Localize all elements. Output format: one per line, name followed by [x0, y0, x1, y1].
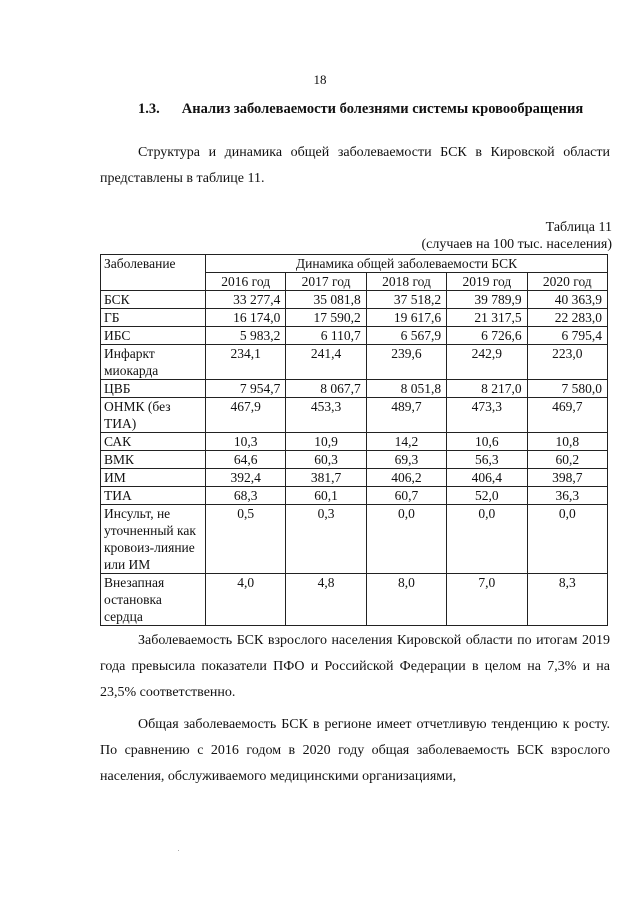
table-cell: 453,3	[286, 398, 366, 433]
table-cell: 17 590,2	[286, 309, 366, 327]
table-cell: 242,9	[447, 345, 527, 380]
table-cell: 469,7	[527, 398, 607, 433]
paragraph-2: Общая заболеваемость БСК в регионе имеет отчетливую тенденцию к росту. По сравнению с 2016 годом в 2020 году общая заболеваемость БСК взрослого населения, обслуживаемого медицинскими организациями,	[100, 717, 610, 784]
closing-text	[100, 628, 610, 790]
table-row	[101, 433, 608, 451]
table-row	[101, 469, 608, 487]
table-cell: 0,0	[366, 505, 446, 574]
table-cell: 406,4	[447, 469, 527, 487]
section-title: Анализ заболеваемости болезнями системы кровообращения	[181, 101, 584, 117]
table-cell: 0,0	[447, 505, 527, 574]
table-body	[101, 291, 608, 626]
table-row	[101, 380, 608, 398]
row-label: Инсульт, не уточненный как кровоиз-лияние или ИМ	[101, 505, 206, 574]
morbidity-table	[100, 254, 608, 626]
table-cell: 16 174,0	[206, 309, 286, 327]
table-cell: 5 983,2	[206, 327, 286, 345]
table-cell: 14,2	[366, 433, 446, 451]
column-group-header: Динамика общей заболеваемости БСК	[206, 255, 608, 273]
table-cell: 35 081,8	[286, 291, 366, 309]
table-row	[101, 398, 608, 433]
table-cell: 223,0	[527, 345, 607, 380]
table-units: (случаев на 100 тыс. населения)	[421, 237, 612, 252]
table-cell: 467,9	[206, 398, 286, 433]
year-header: 2020 год	[527, 273, 607, 291]
table-cell: 8 217,0	[447, 380, 527, 398]
table-cell: 8 051,8	[366, 380, 446, 398]
table-cell: 6 567,9	[366, 327, 446, 345]
table-cell: 36,3	[527, 487, 607, 505]
row-label: ТИА	[101, 487, 206, 505]
table-cell: 0,5	[206, 505, 286, 574]
table-cell: 64,6	[206, 451, 286, 469]
table-row	[101, 487, 608, 505]
row-label: ИБС	[101, 327, 206, 345]
table-cell: 60,2	[527, 451, 607, 469]
table-cell: 8 067,7	[286, 380, 366, 398]
table-cell: 234,1	[206, 345, 286, 380]
row-label: Инфаркт миокарда	[101, 345, 206, 380]
table-cell: 21 317,5	[447, 309, 527, 327]
table-cell: 22 283,0	[527, 309, 607, 327]
table-cell: 392,4	[206, 469, 286, 487]
year-header: 2017 год	[286, 273, 366, 291]
scan-speck	[178, 850, 179, 851]
table-cell: 8,3	[527, 574, 607, 626]
table-cell: 0,3	[286, 505, 366, 574]
table-cell: 241,4	[286, 345, 366, 380]
table-cell: 68,3	[206, 487, 286, 505]
table-cell: 381,7	[286, 469, 366, 487]
table-row	[101, 451, 608, 469]
intro-paragraph	[100, 140, 610, 192]
table-cell: 7,0	[447, 574, 527, 626]
table-cell: 473,3	[447, 398, 527, 433]
table-cell: 40 363,9	[527, 291, 607, 309]
table-cell: 4,8	[286, 574, 366, 626]
row-label: Внезапная остановка сердца	[101, 574, 206, 626]
table-cell: 69,3	[366, 451, 446, 469]
paragraph-1: Заболеваемость БСК взрослого населения Кировской области по итогам 2019 года превысила показатели ПФО и Российской Федерации в целом на 7,3% и на 23,5% соответственно.	[100, 633, 610, 700]
intro-text: Структура и динамика общей заболеваемости БСК в Кировской области представлены в таблице 11.	[100, 145, 610, 186]
table-cell: 4,0	[206, 574, 286, 626]
row-label: ВМК	[101, 451, 206, 469]
table-cell: 7 580,0	[527, 380, 607, 398]
table-cell: 239,6	[366, 345, 446, 380]
year-header: 2019 год	[447, 273, 527, 291]
table-cell: 56,3	[447, 451, 527, 469]
table-cell: 60,3	[286, 451, 366, 469]
section-heading	[138, 101, 583, 118]
table-row	[101, 574, 608, 626]
column-header-disease: Заболевание	[101, 255, 206, 291]
page-number: 18	[313, 72, 327, 87]
table-cell: 6 726,6	[447, 327, 527, 345]
row-label: ОНМК (без ТИА)	[101, 398, 206, 433]
table-cell: 10,8	[527, 433, 607, 451]
table-cell: 10,6	[447, 433, 527, 451]
table-cell: 33 277,4	[206, 291, 286, 309]
table-cell: 7 954,7	[206, 380, 286, 398]
table-cell: 39 789,9	[447, 291, 527, 309]
table-cell: 37 518,2	[366, 291, 446, 309]
table-cell: 60,7	[366, 487, 446, 505]
row-label: БСК	[101, 291, 206, 309]
row-label: ГБ	[101, 309, 206, 327]
table-cell: 10,9	[286, 433, 366, 451]
section-number: 1.3.	[138, 101, 160, 117]
table-cell: 19 617,6	[366, 309, 446, 327]
table-cell: 10,3	[206, 433, 286, 451]
row-label: ЦВБ	[101, 380, 206, 398]
year-header: 2016 год	[206, 273, 286, 291]
table-cell: 8,0	[366, 574, 446, 626]
table-cell: 489,7	[366, 398, 446, 433]
table-cell: 406,2	[366, 469, 446, 487]
table-row	[101, 291, 608, 309]
table-cell: 6 110,7	[286, 327, 366, 345]
table-row	[101, 505, 608, 574]
table-cell: 6 795,4	[527, 327, 607, 345]
table-cell: 60,1	[286, 487, 366, 505]
table-row	[101, 327, 608, 345]
table-caption: Таблица 11	[545, 220, 612, 235]
table-row	[101, 309, 608, 327]
row-label: САК	[101, 433, 206, 451]
year-header: 2018 год	[366, 273, 446, 291]
row-label: ИМ	[101, 469, 206, 487]
table-row	[101, 345, 608, 380]
table-cell: 0,0	[527, 505, 607, 574]
table-cell: 52,0	[447, 487, 527, 505]
table-cell: 398,7	[527, 469, 607, 487]
